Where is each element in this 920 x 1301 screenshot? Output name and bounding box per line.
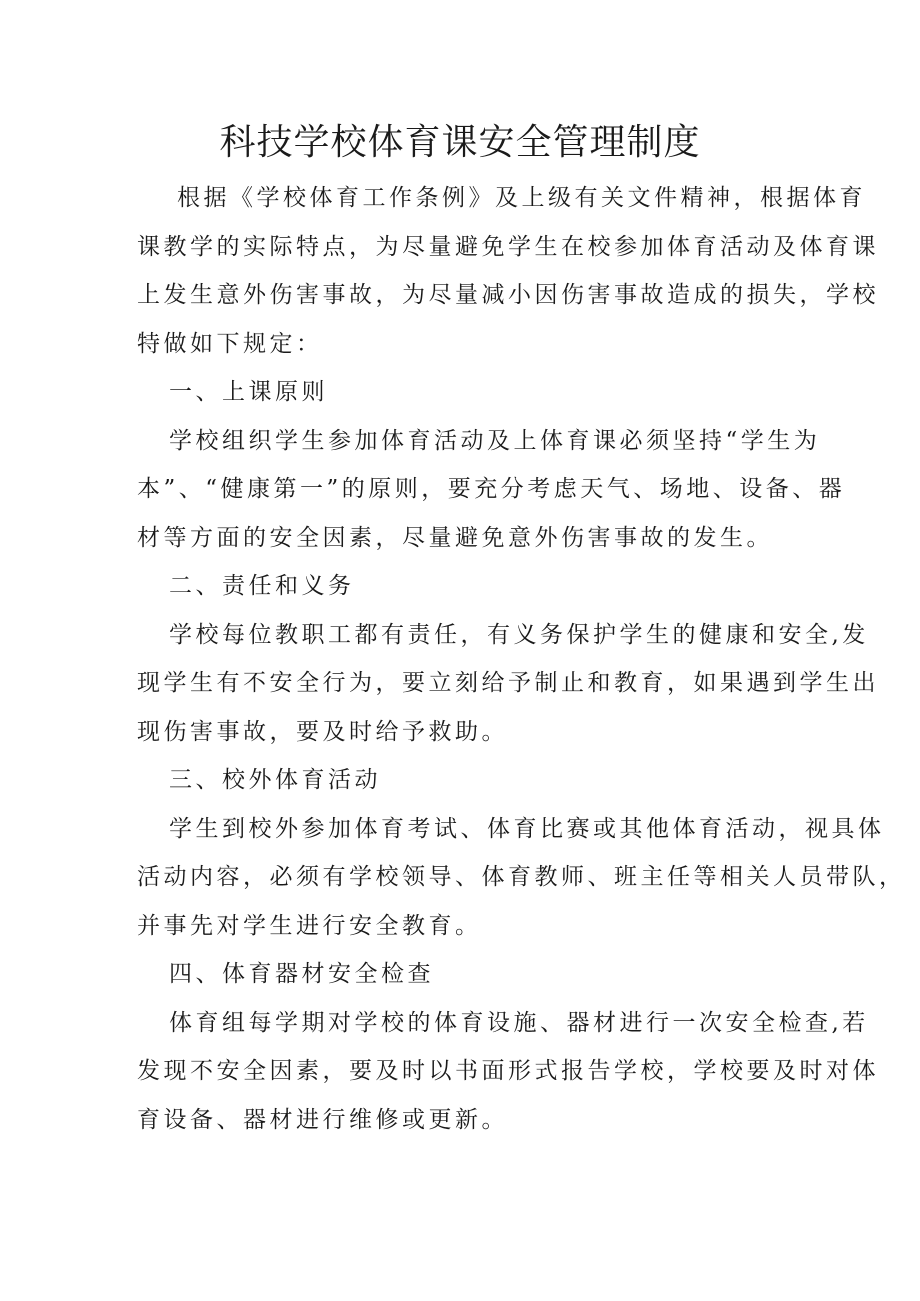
section-paragraph-line: 现伤害事故，要及时给予救助。 xyxy=(137,718,508,745)
document-title: 科技学校体育课安全管理制度 xyxy=(219,122,701,163)
section-paragraph-line: 活动内容，必须有学校领导、体育教师、班主任等相关人员带队， xyxy=(137,864,906,890)
section-paragraph-line: 发现不安全因素，要及时以书面形式报告学校，学校要及时对体 xyxy=(137,1058,879,1084)
section-paragraph-line: 材等方面的安全因素，尽量避免意外伤害事故的发生。 xyxy=(137,524,773,551)
section-heading: 二、责任和义务 xyxy=(169,573,355,599)
section-paragraph-line: 育设备、器材进行维修或更新。 xyxy=(137,1106,508,1133)
section-heading: 三、校外体育活动 xyxy=(169,767,381,793)
intro-line: 课教学的实际特点，为尽量避免学生在校参加体育活动及体育课 xyxy=(137,233,879,260)
intro-line: 根据《学校体育工作条例》及上级有关文件精神，根据体育 xyxy=(177,185,866,211)
section-paragraph-line: 体育组每学期对学校的体育设施、器材进行一次安全检查,若 xyxy=(169,1009,869,1036)
section-paragraph-line: 学生到校外参加体育考试、体育比赛或其他体育活动，视具体 xyxy=(169,815,885,842)
intro-line: 特做如下规定： xyxy=(137,330,323,357)
section-paragraph-line: 学校组织学生参加体育活动及上体育课必须坚持“学生为 xyxy=(169,427,821,454)
section-paragraph-line: 现学生有不安全行为，要立刻给予制止和教育，如果遇到学生出 xyxy=(137,670,879,696)
section-paragraph-line: 学校每位教职工都有责任，有义务保护学生的健康和安全,发 xyxy=(169,621,869,648)
intro-line: 上发生意外伤害事故，为尽量减小因伤害事故造成的损失，学校 xyxy=(137,282,879,308)
document-body xyxy=(137,174,906,1144)
section-heading: 四、体育器材安全检查 xyxy=(169,961,434,987)
section-paragraph-line: 本”、“健康第一”的原则，要充分考虑天气、场地、设备、器 xyxy=(137,476,846,502)
section-heading: 一、上课原则 xyxy=(169,379,328,405)
section-paragraph-line: 并事先对学生进行安全教育。 xyxy=(137,912,482,939)
